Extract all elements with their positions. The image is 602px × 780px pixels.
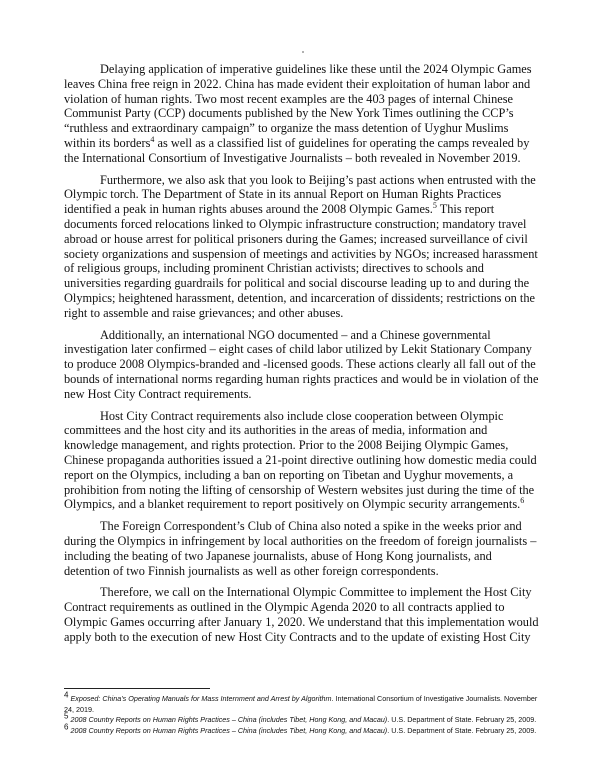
footnote-ref-4: 4	[150, 134, 155, 144]
footnote-6: $^6$ 2008 Country Reports on Human Rights Practices – China (includes Tibet, Hong Kong, and Macau). U.S. Department of State. February 25, 2009.	[64, 722, 537, 735]
footnote-separator	[64, 688, 210, 689]
paragraph-5: The Foreign Correspondent’s Club of China also noted a spike in the weeks prior and during the Olympics in infringement by local authorities on the freedom of foreign journalists – including the beating of two Japanese journalists, abuse of Hong Kong journalists, and detention of two Finnish journalists as well as other foreign correspondents.	[64, 519, 537, 578]
footnote-4: $^4$ Exposed: China’s Operating Manuals for Mass Internment and Arrest by Algorithm. International Consortium of Investigative Journalists. November 24, 2019.	[64, 690, 538, 714]
paragraph-4: Host City Contract requirements also include close cooperation between Olympic committees and the host city and its authorities in the areas of media, information and knowledge management, and rights protection. Prior to the 2008 Beijing Olympic Games, Chinese propaganda authorities issued a 21-point directive outlining how domestic media could report on the Olympics, including a ban on reporting on Tibetan and Uyghur movements, a prohibition from noting the lifting of censorship of Western websites just during the time of the Olympics, and a blanket requirement to report positively on Olympic security arrangements.$^6$	[64, 408, 537, 512]
paragraph-2: Furthermore, we also ask that you look to Beijing’s past actions when entrusted with the Olympic torch. The Department of State in its annual Report on Human Rights Practices identified a peak in human rights abuses around the 2008 Olympic Games.$^5$ This report documents forced relocations linked to Olympic infrastructure construction; mandatory travel abroad or house arrest for political prisoners during the Games; increased surveillance of civil society organizations and suspension of meetings and activities by NGOs; increased harassment of religious groups, including prominent Christian activists; directives to schools and universities regarding guardrails for political and social discourse leading up to and during the Olympics; heightened harassment, detention, and incarceration of dissidents; restrictions on the right to assemble and raise grievances; and other abuses.	[64, 172, 538, 320]
scan-speck	[302, 51, 304, 53]
footnote-ref-6: 6	[520, 496, 525, 506]
body-text	[64, 62, 540, 651]
footnote-5: $^5$ 2008 Country Reports on Human Rights Practices – China (includes Tibet, Hong Kong, and Macau). U.S. Department of State. February 25, 2009.	[64, 711, 537, 724]
paragraph-1: Delaying application of imperative guidelines like these until the 2024 Olympic Games leaves China free reign in 2022. China has made evident their exploitation of human labor and violation of human rights. Two most recent examples are the 403 pages of internal Chinese Communist Party (CCP) documents published by the New York Times outlining the CCP’s “ruthless and extraordinary campaign” to organize the mass detention of Uyghur Muslims within its borders$^4$ as well as a classified list of guidelines for operating the camps revealed by the International Consortium of Investigative Journalists – both revealed in November 2019.	[64, 62, 532, 165]
paragraph-6: Therefore, we call on the International Olympic Committee to implement the Host City Contract requirements as outlined in the Olympic Agenda 2020 to all contracts applied to Olympic Games occurring after January 1, 2020. We understand that this implementation would apply both to the execution of new Host City Contracts and to the update of existing Host City	[64, 585, 539, 644]
footnote-ref-5: 5	[432, 201, 437, 211]
footnotes	[64, 690, 540, 736]
paragraph-3: Additionally, an international NGO documented – and a Chinese governmental investigation later confirmed – eight cases of child labor utilized by Lekit Stationary Company to produce 2008 Olympics-branded and -licensed goods. These actions clearly all fall out of the bounds of international norms regarding human rights practices and would be in violation of the new Host City Contract requirements.	[64, 327, 539, 401]
